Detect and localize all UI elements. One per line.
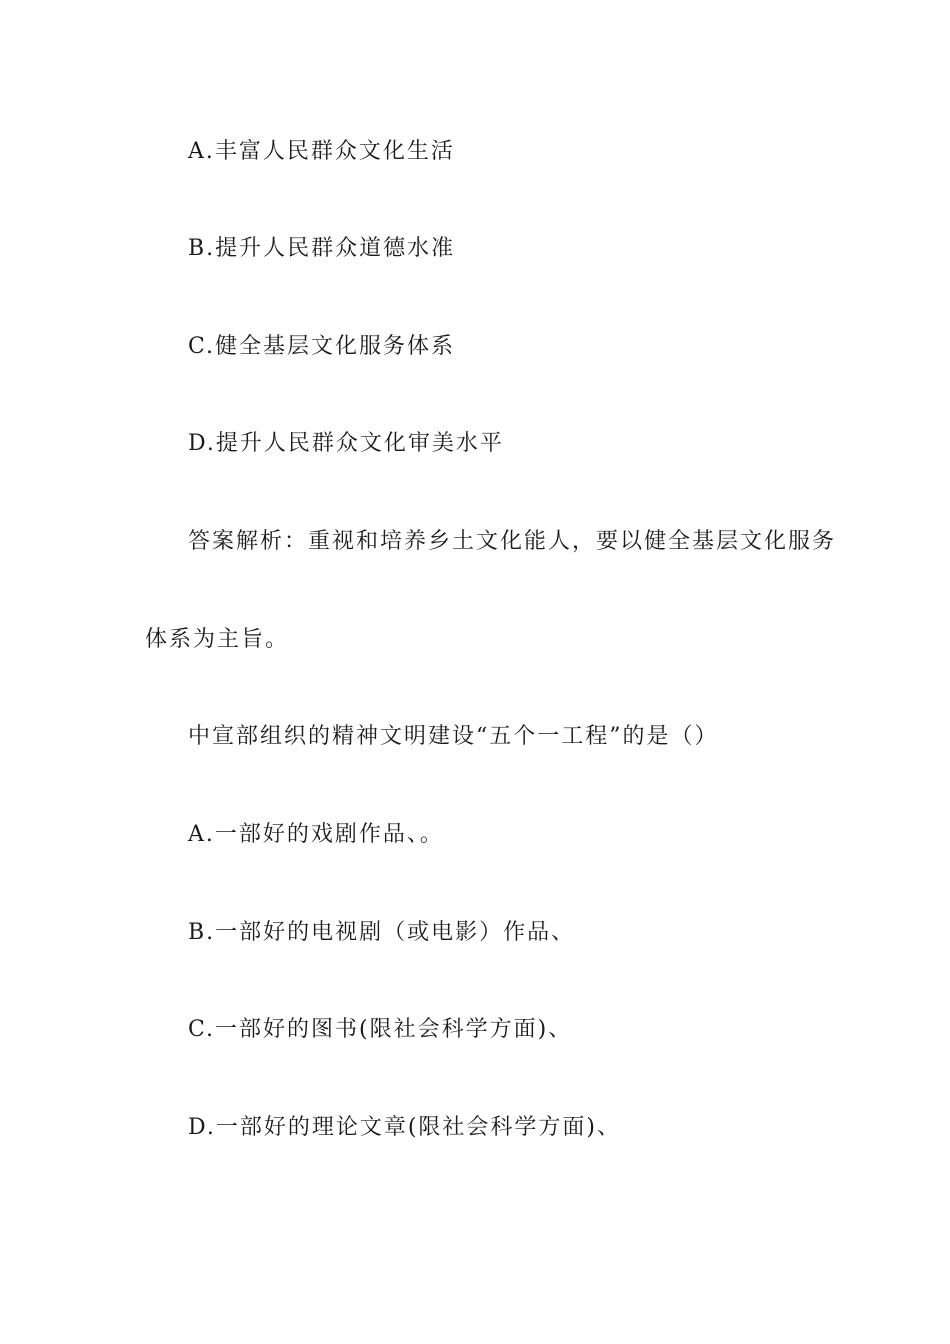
q1-analysis-line1: 答案解析：重视和培养乡土文化能人，要以健全基层文化服务 bbox=[188, 529, 837, 554]
q2-option-d: D.一部好的理论文章(限社会科学方面)、 bbox=[188, 1115, 622, 1140]
q1-option-a: A.丰富人民群众文化生活 bbox=[188, 139, 455, 164]
q1-option-d: D.提升人民群众文化审美水平 bbox=[188, 431, 504, 456]
q1-option-b: B.提升人民群众道德水准 bbox=[188, 236, 456, 261]
q2-stem: 中宣部组织的精神文明建设“五个一工程”的是（） bbox=[188, 724, 719, 749]
q1-analysis-line2: 体系为主旨。 bbox=[145, 627, 290, 652]
q2-option-c: C.一部好的图书(限社会科学方面)、 bbox=[188, 1017, 573, 1042]
q1-option-c: C.健全基层文化服务体系 bbox=[188, 334, 456, 359]
q2-option-b: B.一部好的电视剧（或电影）作品、 bbox=[188, 920, 576, 945]
q2-option-a: A.一部好的戏剧作品、。 bbox=[188, 822, 444, 847]
